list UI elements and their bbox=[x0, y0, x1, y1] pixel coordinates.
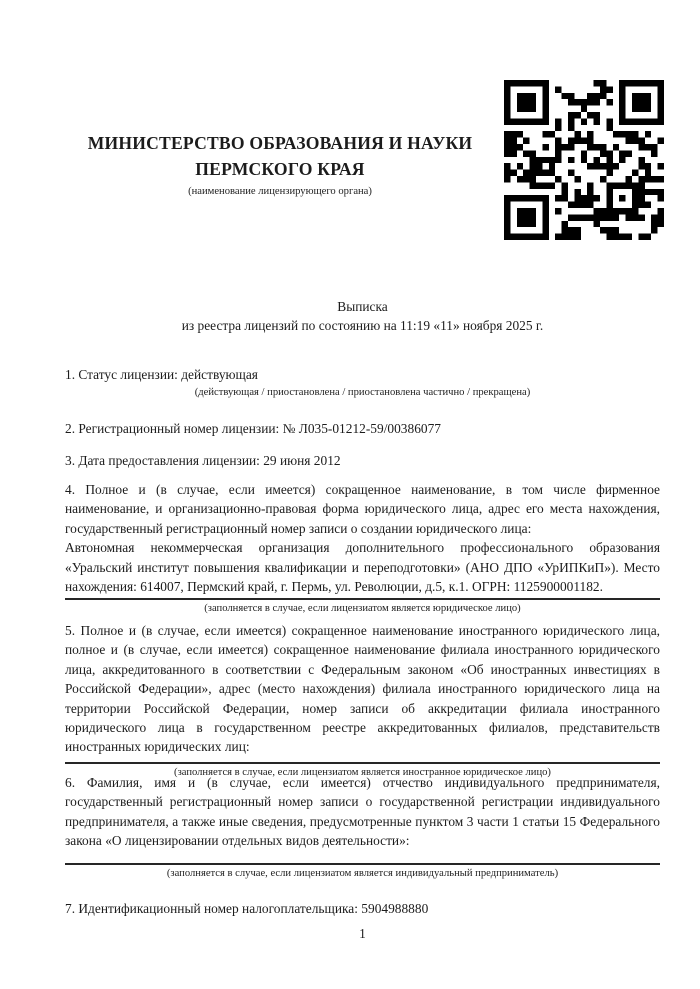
grant-date-text: 3. Дата предоставления лицензии: 29 июня 2012 bbox=[65, 453, 341, 468]
item-taxpayer-id bbox=[65, 899, 660, 918]
qr-code-image bbox=[504, 80, 664, 240]
page-number: 1 bbox=[359, 926, 366, 941]
item-legal-entity bbox=[65, 480, 660, 615]
foreign-entity-caption: (заполняется в случае, если лицензиатом является иностранное юридическое лицо) bbox=[174, 766, 551, 778]
foreign-entity-fill-line bbox=[65, 762, 660, 764]
registration-number-text: 2. Регистрационный номер лицензии: № Л035-01212-59/00386077 bbox=[65, 421, 441, 436]
item-license-status bbox=[65, 365, 660, 399]
item-grant-date bbox=[65, 451, 660, 470]
legal-entity-caption: (заполняется в случае, если лицензиатом является юридическое лицо) bbox=[204, 603, 521, 615]
entrepreneur-caption: (заполняется в случае, если лицензиатом является индивидуальный предприниматель) bbox=[166, 867, 559, 879]
document-title bbox=[65, 297, 660, 336]
title-line1: Выписка bbox=[337, 299, 388, 314]
ministry-name-line1: МИНИСТЕРСТВО ОБРАЗОВАНИЯ И НАУКИ bbox=[87, 133, 473, 153]
foreign-entity-label: 5. Полное и (в случае, если имеется) сокращенное наименование иностранного юридического лица, полное и (в случае, если имеется) сокращенное наименование филиала иностранного юридического лица, аккредитованного в соответствии с Федеральным законом «Об иностранных инвестициях в Российской Федерации», адрес (место нахождения) филиала иностранного юридического лица на территории Российской Федерации, номер записи об аккредитации филиала иностранного юридического лица в государственном реестре аккредитованных филиалов, представительств иностранных юридических лиц: bbox=[65, 623, 660, 755]
item-entrepreneur bbox=[65, 773, 660, 880]
authority-caption: (наименование лицензирующего органа) bbox=[188, 186, 372, 197]
legal-entity-label: 4. Полное и (в случае, если имеется) сокращенное наименование, в том числе фирменное наименование, и организационно-правовая форма юридического лица, адрес его места нахождения, государственный регистрационный номер записи о создании юридического лица: bbox=[65, 482, 660, 536]
entrepreneur-fill-line bbox=[65, 863, 660, 865]
qr-code-icon bbox=[504, 80, 664, 240]
legal-entity-value: Автономная некоммерческая организация дополнительного профессионального образования «Уральский институт повышения квалификации и переподготовки» (АНО ДПО «УрИПКиП»). Место нахождения: 614007, Пермский край, г. Пермь, ул. Революции, д.5, к.1. ОГРН: 1125900001182. bbox=[65, 540, 660, 595]
entrepreneur-label: 6. Фамилия, имя и (в случае, если имеется) отчество индивидуального предпринимателя, государственный регистрационный номер записи о государственной регистрации индивидуального предпринимателя, а также иные сведения, предусмотренные пунктом 3 части 1 статьи 15 Федерального закона «О лицензировании отдельных видов деятельности»: bbox=[65, 775, 660, 849]
item-foreign-entity bbox=[65, 621, 660, 779]
legal-entity-fill-line bbox=[65, 598, 660, 600]
taxpayer-id-text: 7. Идентификационный номер налогоплательщика: 5904988880 bbox=[65, 901, 429, 916]
license-status-caption: (действующая / приостановлена / приостановлена частично / прекращена) bbox=[194, 387, 531, 399]
title-line2: из реестра лицензий по состоянию на 11:19 «11» ноября 2025 г. bbox=[181, 318, 544, 334]
licensing-authority-header bbox=[65, 130, 495, 197]
ministry-name-line2: ПЕРМСКОГО КРАЯ bbox=[195, 159, 365, 179]
item-registration-number bbox=[65, 419, 660, 438]
license-status-text: 1. Статус лицензии: действующая bbox=[65, 367, 258, 382]
